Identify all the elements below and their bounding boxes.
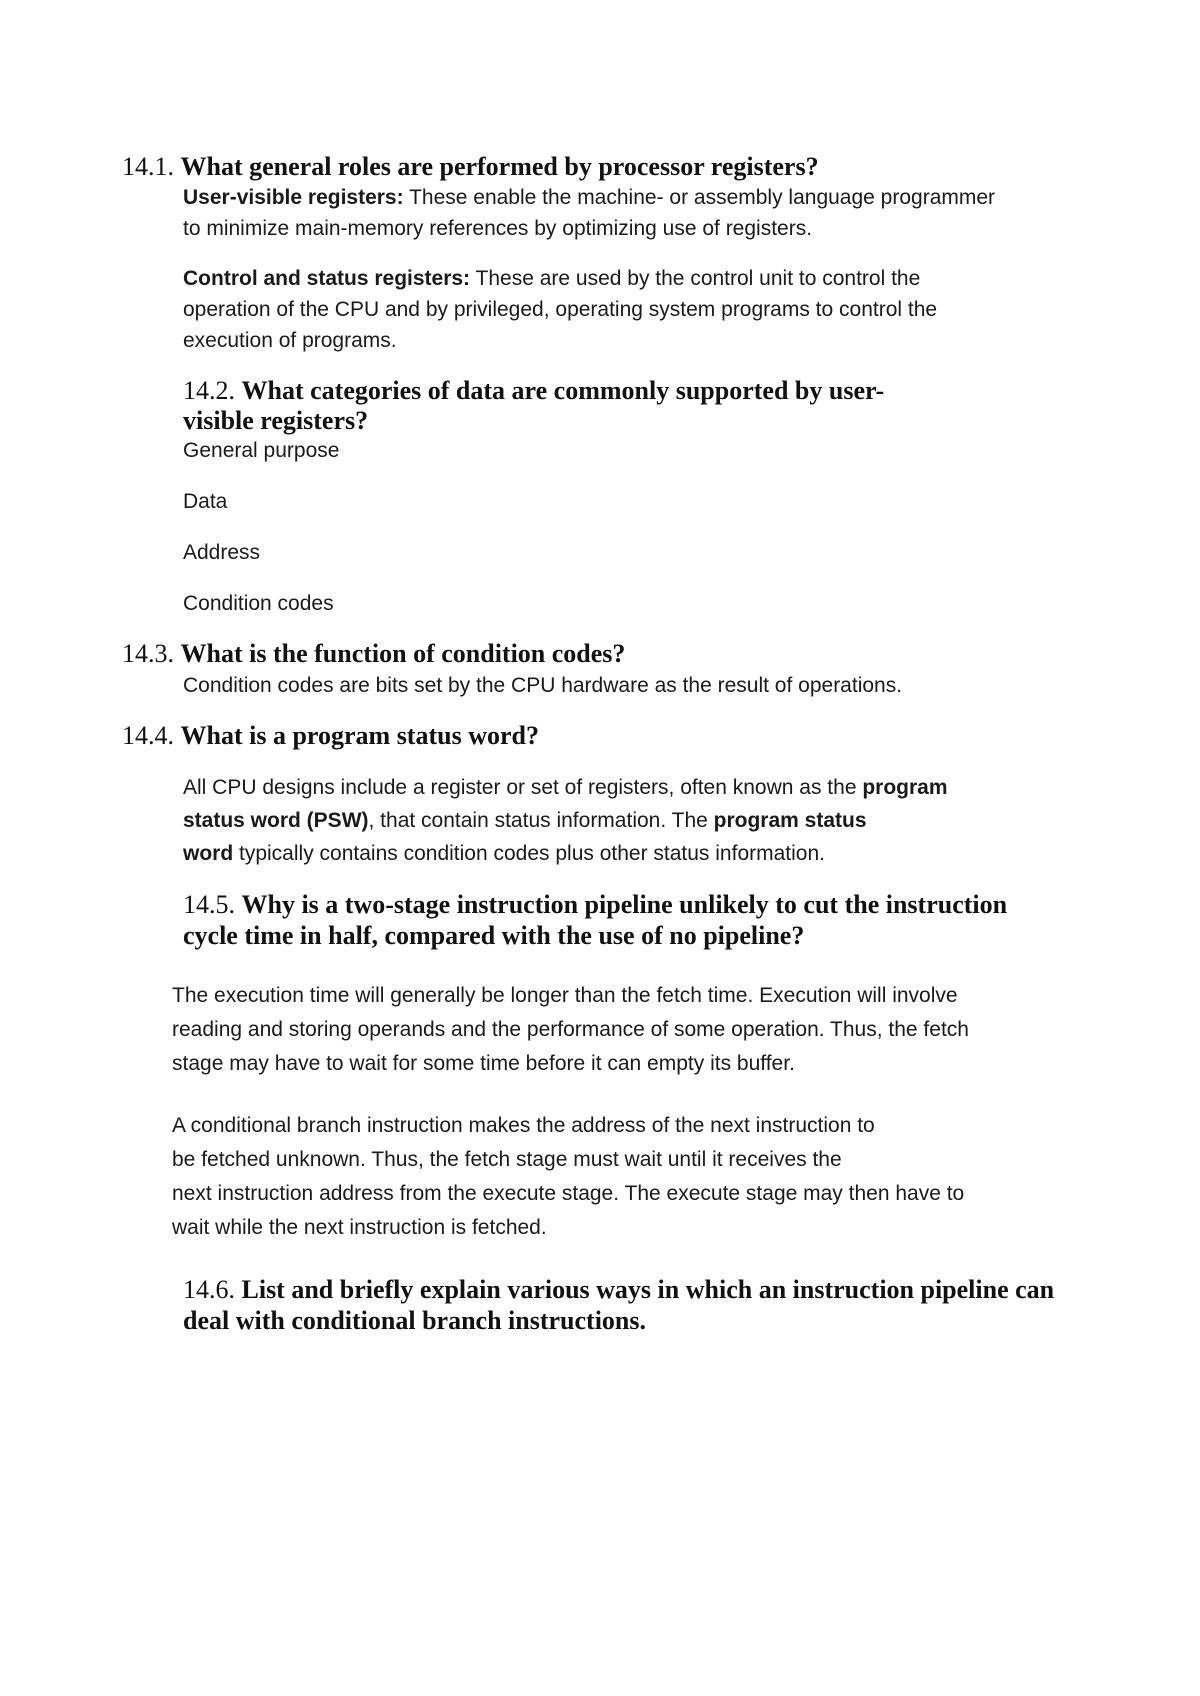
- term-status-word-psw: status word (PSW): [183, 809, 369, 832]
- question-14-6-line-2: [183, 1305, 646, 1336]
- answer-text: All CPU designs include a register or set of registers, often known as the: [183, 776, 863, 799]
- answer-text: These enable the machine- or assembly language programmer: [403, 186, 996, 209]
- list-item: Condition codes: [183, 592, 334, 615]
- answer-14-4-line-1: [183, 772, 948, 803]
- answer-text: These are used by the control unit to control the: [470, 267, 921, 290]
- question-number: 14.4.: [122, 721, 174, 750]
- question-14-3: [122, 638, 625, 669]
- answer-14-5-para-2-line-4: wait while the next instruction is fetched.: [172, 1216, 547, 1239]
- question-text: List and briefly explain various ways in which an instruction pipeline can: [241, 1275, 1055, 1304]
- answer-text: typically contains condition codes plus other status information.: [233, 842, 825, 865]
- term-word: word: [183, 842, 234, 865]
- question-text: Why is a two-stage instruction pipeline unlikely to cut the instruction: [241, 890, 1008, 919]
- question-number: 14.6.: [183, 1275, 235, 1304]
- question-14-5-line-1: [183, 889, 1007, 920]
- question-text: What is the function of condition codes?: [180, 639, 626, 668]
- answer-14-4-line-3: [183, 838, 825, 869]
- question-number: 14.1.: [122, 152, 174, 181]
- answer-control-line-2: operation of the CPU and by privileged, operating system programs to control the: [183, 298, 938, 321]
- question-text: What categories of data are commonly supported by user-: [241, 376, 885, 405]
- question-text: visible registers?: [183, 406, 369, 435]
- answer-user-visible-line-2: to minimize main-memory references by optimizing use of registers.: [183, 217, 813, 240]
- answer-14-5-para-2-line-3: next instruction address from the execute stage. The execute stage may then have to: [172, 1182, 965, 1205]
- answer-14-5-para-1-line-3: stage may have to wait for some time before it can empty its buffer.: [172, 1052, 795, 1075]
- term-user-visible-registers: User-visible registers:: [183, 186, 404, 209]
- answer-14-4-line-2: [183, 805, 867, 836]
- answer-user-visible-line-1: [183, 182, 995, 213]
- answer-14-5-para-1-line-2: reading and storing operands and the performance of some operation. Thus, the fetch: [172, 1018, 969, 1041]
- question-14-2-line-1: [183, 375, 884, 406]
- answer-14-5-para-1-line-1: The execution time will generally be longer than the fetch time. Execution will involve: [172, 984, 958, 1007]
- question-number: 14.2.: [183, 376, 235, 405]
- question-14-2-line-2: [183, 405, 368, 436]
- question-number: 14.3.: [122, 639, 174, 668]
- list-item: Data: [183, 490, 228, 513]
- question-text: deal with conditional branch instructions.: [183, 1306, 647, 1335]
- question-14-5-line-2: [183, 920, 804, 951]
- question-text: What is a program status word?: [180, 721, 539, 750]
- answer-text: , that contain status information. The: [368, 809, 714, 832]
- list-item: Address: [183, 541, 261, 564]
- question-text: What general roles are performed by processor registers?: [180, 152, 819, 181]
- answer-control-line-1: [183, 263, 920, 294]
- question-14-4: [122, 720, 539, 751]
- question-text: cycle time in half, compared with the use of no pipeline?: [183, 921, 805, 950]
- question-14-1: [122, 151, 819, 182]
- answer-14-5-para-2-line-2: be fetched unknown. Thus, the fetch stage must wait until it receives the: [172, 1148, 842, 1171]
- term-control-status-registers: Control and status registers:: [183, 267, 471, 290]
- question-14-6-line-1: [183, 1274, 1054, 1305]
- answer-14-5-para-2-line-1: A conditional branch instruction makes the address of the next instruction to: [172, 1114, 875, 1137]
- answer-control-line-3: execution of programs.: [183, 329, 397, 352]
- answer-14-3: Condition codes are bits set by the CPU hardware as the result of operations.: [183, 674, 903, 697]
- list-item: General purpose: [183, 439, 340, 462]
- question-number: 14.5.: [183, 890, 235, 919]
- term-program: program: [862, 776, 948, 799]
- term-program-status: program status: [713, 809, 867, 832]
